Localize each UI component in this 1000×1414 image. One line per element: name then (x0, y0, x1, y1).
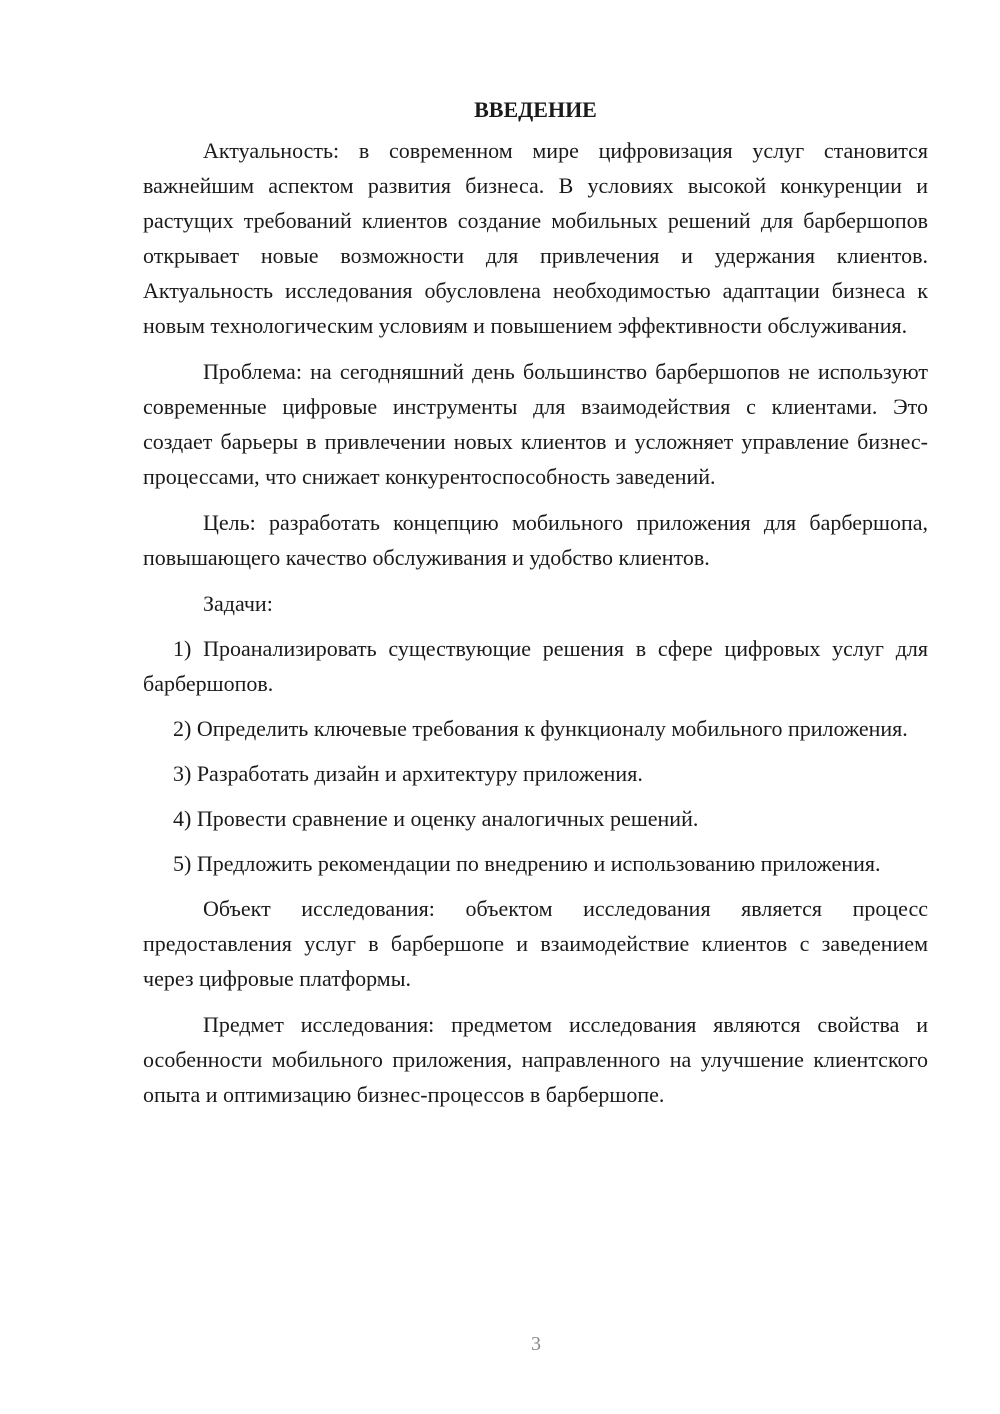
paragraph-goal: Цель: разработать концепцию мобильного приложения для барбершопа, повышающего качество обслуживания и удобство клиентов. (143, 510, 928, 570)
paragraph-subject: Предмет исследования: предметом исследования являются свойства и особенности мобильного приложения, направленного на улучшение клиентского опыта и оптимизацию бизнес-процессов в барбершопе. (143, 1012, 928, 1107)
task-item-4: 4) Провести сравнение и оценку аналогичных решений. (173, 806, 699, 831)
page-number: 3 (531, 1333, 541, 1355)
task-item-2: 2) Определить ключевые требования к функционалу мобильного приложения. (173, 716, 908, 741)
paragraph-relevance: Актуальность: в современном мире цифровизация услуг становится важнейшим аспектом развития бизнеса. В условиях высокой конкуренции и растущих требований клиентов создание мобильных решений для барбершопов открывает новые возможности для привлечения и удержания клиентов. Актуальность исследования обусловлена необходимостью адаптации бизнеса к новым технологическим условиям и повышением эффективности обслуживания. (143, 138, 928, 338)
page-title: ВВЕДЕНИЕ (474, 97, 597, 122)
task-item-5: 5) Предложить рекомендации по внедрению и использованию приложения. (173, 851, 881, 876)
document-page (143, 92, 928, 1123)
task-item-3: 3) Разработать дизайн и архитектуру приложения. (173, 761, 643, 786)
paragraph-problem: Проблема: на сегодняшний день большинство барбершопов не используют современные цифровые инструменты для взаимодействия с клиентами. Это создает барьеры в привлечении новых клиентов и усложняет управление бизнес-процессами, что снижает конкурентоспособность заведений. (143, 359, 928, 489)
task-item-1: 1) Проанализировать существующие решения в сфере цифровых услуг для барбершопов. (143, 636, 928, 696)
tasks-heading: Задачи: (203, 591, 273, 616)
paragraph-object: Объект исследования: объектом исследования является процесс предоставления услуг в барбершопе и взаимодействие клиентов с заведением через цифровые платформы. (143, 896, 928, 991)
